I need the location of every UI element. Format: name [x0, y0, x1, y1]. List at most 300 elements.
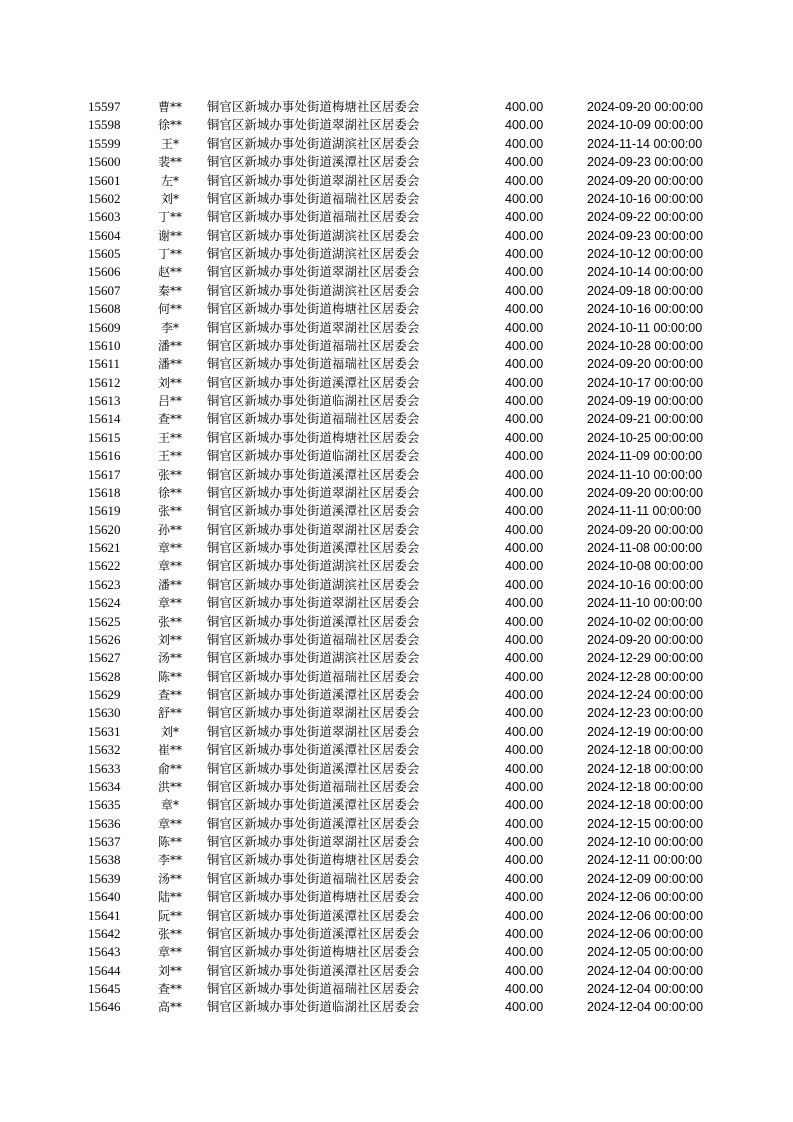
table-row [0, 502, 793, 520]
recipient-name: 王* [160, 136, 179, 151]
amount: 400.00 [505, 375, 544, 390]
table-row [0, 760, 793, 778]
amount: 400.00 [505, 247, 544, 261]
recipient-name: 章* [160, 798, 179, 813]
amount: 400.00 [505, 798, 544, 813]
community-name: 铜官区新城办事处街道福瑞社区居委会 [207, 191, 420, 206]
table-row [0, 870, 793, 888]
community-name: 铜官区新城办事处街道湖滨社区居委会 [207, 136, 420, 151]
date-time: 2024-12-29 00:00:00 [587, 651, 704, 666]
community-name: 铜官区新城办事处街道梅塘社区居委会 [207, 100, 420, 114]
community-name: 铜官区新城办事处街道溪潭社区居委会 [207, 467, 420, 482]
record-id: 15621 [88, 540, 121, 555]
date-time: 2024-09-20 00:00:00 [587, 632, 704, 647]
date-time: 2024-10-28 00:00:00 [587, 338, 704, 353]
record-id: 15635 [88, 797, 121, 813]
table-row [0, 208, 793, 226]
recipient-name: 曹** [157, 100, 182, 114]
record-id: 15636 [88, 815, 121, 831]
record-id: 15617 [88, 466, 121, 482]
community-name: 铜官区新城办事处街道福瑞社区居委会 [207, 210, 420, 225]
table-row [0, 429, 793, 447]
record-id: 15598 [88, 117, 121, 133]
recipient-name: 潘** [157, 338, 182, 353]
date-time: 2024-11-09 00:00:00 [587, 449, 703, 464]
amount: 400.00 [505, 467, 544, 482]
record-id: 15613 [88, 393, 121, 408]
amount: 400.00 [505, 577, 544, 592]
record-id: 15641 [88, 907, 121, 923]
recipient-name: 徐** [157, 485, 182, 500]
community-name: 铜官区新城办事处街道溪潭社区居委会 [207, 963, 420, 978]
record-id: 15610 [88, 337, 121, 353]
table-row [0, 594, 793, 612]
table-row [0, 962, 793, 980]
community-name: 铜官区新城办事处街道翠湖社区居委会 [207, 835, 420, 849]
community-name: 铜官区新城办事处街道临湖社区居委会 [207, 394, 420, 408]
date-time: 2024-10-16 00:00:00 [587, 191, 704, 206]
community-name: 铜官区新城办事处街道溪潭社区居委会 [207, 926, 420, 941]
community-name: 铜官区新城办事处街道溪潭社区居委会 [207, 614, 420, 629]
table-row [0, 98, 793, 116]
table-row [0, 998, 793, 1016]
record-id: 15612 [88, 374, 121, 390]
amount: 400.00 [505, 871, 544, 886]
amount: 400.00 [505, 743, 544, 758]
community-name: 铜官区新城办事处街道翠湖社区居委会 [207, 485, 420, 500]
table-row [0, 410, 793, 428]
community-name: 铜官区新城办事处街道溪潭社区居委会 [207, 541, 420, 555]
date-time: 2024-12-04 00:00:00 [587, 982, 704, 996]
table-row [0, 796, 793, 814]
amount: 400.00 [505, 761, 544, 776]
table-row [0, 833, 793, 851]
date-time: 2024-10-02 00:00:00 [587, 614, 704, 629]
date-time: 2024-12-06 00:00:00 [587, 890, 704, 905]
date-time: 2024-09-22 00:00:00 [587, 210, 704, 225]
community-name: 铜官区新城办事处街道溪潭社区居委会 [207, 504, 420, 519]
date-time: 2024-09-23 00:00:00 [587, 228, 704, 243]
record-id: 15629 [88, 687, 121, 702]
recipient-name: 查** [157, 982, 182, 996]
table-row [0, 686, 793, 704]
date-time: 2024-12-05 00:00:00 [587, 945, 704, 960]
record-id: 15627 [88, 650, 121, 666]
table-row [0, 263, 793, 281]
date-time: 2024-12-09 00:00:00 [587, 871, 704, 886]
recipient-name: 丁** [157, 210, 182, 225]
record-id: 15643 [88, 944, 121, 960]
record-id: 15597 [88, 99, 121, 114]
amount: 400.00 [505, 1000, 544, 1015]
amount: 400.00 [505, 651, 544, 666]
record-id: 15622 [88, 558, 121, 574]
recipient-name: 汤** [157, 651, 182, 666]
community-name: 铜官区新城办事处街道梅塘社区居委会 [207, 890, 420, 905]
community-name: 铜官区新城办事处街道福瑞社区居委会 [207, 982, 420, 996]
record-id: 15599 [88, 135, 121, 151]
table-row [0, 778, 793, 796]
date-time: 2024-10-11 00:00:00 [587, 320, 703, 335]
amount: 400.00 [505, 504, 544, 519]
amount: 400.00 [505, 265, 544, 280]
record-id: 15616 [88, 448, 121, 464]
record-id: 15640 [88, 889, 121, 905]
table-row [0, 172, 793, 190]
recipient-name: 章** [157, 541, 182, 555]
date-time: 2024-12-18 00:00:00 [587, 761, 704, 776]
recipient-name: 刘* [160, 724, 179, 739]
date-time: 2024-09-19 00:00:00 [587, 394, 704, 408]
record-id: 15633 [88, 760, 121, 776]
recipient-name: 潘** [157, 357, 182, 372]
record-id: 15608 [88, 301, 121, 317]
recipient-name: 丁** [157, 247, 182, 261]
table-row [0, 227, 793, 245]
recipient-name: 阮** [157, 908, 182, 923]
record-id: 15606 [88, 264, 121, 280]
table-row [0, 190, 793, 208]
amount: 400.00 [505, 191, 544, 206]
community-name: 铜官区新城办事处街道溪潭社区居委会 [207, 761, 420, 776]
record-id: 15625 [88, 613, 121, 629]
amount: 400.00 [505, 357, 544, 372]
table-row [0, 704, 793, 722]
record-id: 15611 [88, 356, 121, 372]
record-id: 15609 [88, 319, 121, 335]
recipient-name: 张** [157, 614, 182, 629]
record-id: 15645 [88, 981, 121, 996]
recipient-name: 章** [157, 596, 182, 611]
community-name: 铜官区新城办事处街道翠湖社区居委会 [207, 706, 420, 721]
amount: 400.00 [505, 210, 544, 225]
recipient-name: 李* [160, 320, 179, 335]
record-id: 15630 [88, 705, 121, 721]
date-time: 2024-12-15 00:00:00 [587, 816, 704, 831]
record-id: 15607 [88, 282, 121, 298]
community-name: 铜官区新城办事处街道翠湖社区居委会 [207, 118, 420, 133]
community-name: 铜官区新城办事处街道梅塘社区居委会 [207, 853, 420, 868]
amount: 400.00 [505, 614, 544, 629]
amount: 400.00 [505, 835, 544, 849]
date-time: 2024-11-08 00:00:00 [587, 541, 703, 555]
recipient-name: 李** [157, 853, 182, 868]
table-row [0, 907, 793, 925]
table-row [0, 649, 793, 667]
table-row [0, 723, 793, 741]
community-name: 铜官区新城办事处街道福瑞社区居委会 [207, 412, 420, 427]
table-row [0, 576, 793, 594]
date-time: 2024-10-14 00:00:00 [587, 265, 704, 280]
table-row [0, 484, 793, 502]
table-row [0, 521, 793, 539]
recipient-name: 裴** [157, 155, 182, 170]
community-name: 铜官区新城办事处街道福瑞社区居委会 [207, 632, 420, 647]
record-id: 15623 [88, 576, 121, 592]
community-name: 铜官区新城办事处街道福瑞社区居委会 [207, 669, 420, 684]
amount: 400.00 [505, 779, 544, 794]
date-time: 2024-09-20 00:00:00 [587, 485, 704, 500]
table-row [0, 466, 793, 484]
recipient-name: 查** [157, 688, 182, 702]
date-time: 2024-09-20 00:00:00 [587, 100, 704, 114]
recipient-name: 张** [157, 926, 182, 941]
record-id: 15626 [88, 631, 121, 647]
community-name: 铜官区新城办事处街道福瑞社区居委会 [207, 779, 420, 794]
recipient-name: 崔** [157, 743, 182, 758]
record-id: 15619 [88, 503, 121, 519]
table-row [0, 374, 793, 392]
amount: 400.00 [505, 449, 544, 464]
date-time: 2024-12-18 00:00:00 [587, 743, 704, 758]
community-name: 铜官区新城办事处街道翠湖社区居委会 [207, 596, 420, 611]
amount: 400.00 [505, 945, 544, 960]
table-row [0, 631, 793, 649]
community-name: 铜官区新城办事处街道翠湖社区居委会 [207, 522, 420, 537]
amount: 400.00 [505, 100, 544, 114]
record-id: 15614 [88, 411, 121, 427]
date-time: 2024-12-06 00:00:00 [587, 908, 704, 923]
amount: 400.00 [505, 155, 544, 170]
record-id: 15646 [88, 999, 121, 1015]
community-name: 铜官区新城办事处街道临湖社区居委会 [207, 1000, 420, 1015]
date-time: 2024-11-10 00:00:00 [587, 467, 703, 482]
table-row [0, 135, 793, 153]
date-time: 2024-10-12 00:00:00 [587, 247, 704, 261]
record-id: 15603 [88, 209, 121, 225]
date-time: 2024-11-14 00:00:00 [587, 136, 703, 151]
recipient-name: 俞** [157, 761, 182, 776]
amount: 400.00 [505, 320, 544, 335]
recipient-name: 洪** [157, 779, 182, 794]
table-row [0, 337, 793, 355]
date-time: 2024-09-20 00:00:00 [587, 522, 704, 537]
table-row [0, 282, 793, 300]
table-row [0, 319, 793, 337]
amount: 400.00 [505, 485, 544, 500]
date-time: 2024-10-16 00:00:00 [587, 577, 704, 592]
recipient-name: 张** [157, 467, 182, 482]
community-name: 铜官区新城办事处街道湖滨社区居委会 [207, 651, 420, 666]
record-id: 15628 [88, 668, 121, 684]
date-time: 2024-10-09 00:00:00 [587, 118, 704, 133]
recipient-name: 陆** [157, 890, 182, 905]
amount: 400.00 [505, 559, 544, 574]
table-row [0, 355, 793, 373]
community-name: 铜官区新城办事处街道福瑞社区居委会 [207, 871, 420, 886]
record-id: 15624 [88, 595, 121, 611]
amount: 400.00 [505, 724, 544, 739]
amount: 400.00 [505, 522, 544, 537]
date-time: 2024-12-06 00:00:00 [587, 926, 704, 941]
recipient-name: 章** [157, 945, 182, 960]
table-row [0, 153, 793, 171]
date-time: 2024-12-04 00:00:00 [587, 1000, 704, 1015]
amount: 400.00 [505, 982, 544, 996]
amount: 400.00 [505, 136, 544, 151]
recipient-name: 刘** [157, 375, 182, 390]
record-id: 15631 [88, 723, 121, 739]
community-name: 铜官区新城办事处街道翠湖社区居委会 [207, 265, 420, 280]
community-name: 铜官区新城办事处街道湖滨社区居委会 [207, 228, 420, 243]
recipient-name: 秦** [157, 283, 182, 298]
amount: 400.00 [505, 173, 544, 188]
community-name: 铜官区新城办事处街道溪潭社区居委会 [207, 743, 420, 758]
date-time: 2024-11-11 00:00:00 [587, 504, 702, 519]
table-row [0, 888, 793, 906]
date-time: 2024-12-11 00:00:00 [587, 853, 703, 868]
recipient-name: 刘* [160, 191, 179, 206]
amount: 400.00 [505, 706, 544, 721]
date-time: 2024-10-16 00:00:00 [587, 302, 704, 317]
date-time: 2024-12-18 00:00:00 [587, 798, 704, 813]
table-row [0, 613, 793, 631]
recipient-name: 吕** [157, 394, 182, 408]
recipient-name: 王** [157, 449, 182, 464]
table-row [0, 943, 793, 961]
table-row [0, 741, 793, 759]
recipient-name: 刘** [157, 632, 182, 647]
community-name: 铜官区新城办事处街道湖滨社区居委会 [207, 559, 420, 574]
date-time: 2024-12-10 00:00:00 [587, 835, 704, 849]
recipient-name: 查** [157, 412, 182, 427]
recipient-name: 张** [157, 504, 182, 519]
date-time: 2024-09-20 00:00:00 [587, 357, 704, 372]
table-row [0, 392, 793, 410]
record-id: 15602 [88, 190, 121, 206]
community-name: 铜官区新城办事处街道临湖社区居委会 [207, 449, 420, 464]
community-name: 铜官区新城办事处街道梅塘社区居委会 [207, 430, 420, 445]
amount: 400.00 [505, 228, 544, 243]
amount: 400.00 [505, 283, 544, 298]
date-time: 2024-12-24 00:00:00 [587, 688, 704, 702]
date-time: 2024-10-25 00:00:00 [587, 430, 704, 445]
date-time: 2024-09-20 00:00:00 [587, 173, 704, 188]
record-id: 15642 [88, 925, 121, 941]
community-name: 铜官区新城办事处街道翠湖社区居委会 [207, 173, 420, 188]
record-id: 15605 [88, 246, 121, 261]
amount: 400.00 [505, 430, 544, 445]
community-name: 铜官区新城办事处街道福瑞社区居委会 [207, 338, 420, 353]
recipient-name: 左* [160, 173, 179, 188]
date-time: 2024-11-10 00:00:00 [587, 596, 703, 611]
community-name: 铜官区新城办事处街道梅塘社区居委会 [207, 945, 420, 960]
date-time: 2024-09-18 00:00:00 [587, 283, 704, 298]
amount: 400.00 [505, 338, 544, 353]
record-id: 15604 [88, 227, 121, 243]
table-row [0, 925, 793, 943]
amount: 400.00 [505, 596, 544, 611]
recipient-name: 陈** [157, 669, 182, 684]
date-time: 2024-12-18 00:00:00 [587, 779, 704, 794]
record-id: 15639 [88, 870, 121, 886]
table-row [0, 557, 793, 575]
community-name: 铜官区新城办事处街道溪潭社区居委会 [207, 375, 420, 390]
amount: 400.00 [505, 302, 544, 317]
community-name: 铜官区新城办事处街道湖滨社区居委会 [207, 577, 420, 592]
amount: 400.00 [505, 669, 544, 684]
community-name: 铜官区新城办事处街道梅塘社区居委会 [207, 302, 420, 317]
table-row [0, 980, 793, 998]
date-time: 2024-10-08 00:00:00 [587, 559, 704, 574]
recipient-name: 何** [157, 302, 182, 317]
amount: 400.00 [505, 541, 544, 555]
date-time: 2024-12-28 00:00:00 [587, 669, 704, 684]
record-id: 15644 [88, 962, 121, 978]
record-id: 15600 [88, 154, 121, 170]
amount: 400.00 [505, 816, 544, 831]
date-time: 2024-10-17 00:00:00 [587, 375, 704, 390]
amount: 400.00 [505, 890, 544, 905]
table-row [0, 851, 793, 869]
community-name: 铜官区新城办事处街道湖滨社区居委会 [207, 247, 420, 261]
date-time: 2024-12-23 00:00:00 [587, 706, 704, 721]
recipient-name: 刘** [157, 963, 182, 978]
recipient-name: 章** [157, 816, 182, 831]
community-name: 铜官区新城办事处街道翠湖社区居委会 [207, 320, 420, 335]
recipient-name: 赵** [157, 265, 182, 280]
recipient-name: 潘** [157, 577, 182, 592]
amount: 400.00 [505, 926, 544, 941]
amount: 400.00 [505, 394, 544, 408]
community-name: 铜官区新城办事处街道溪潭社区居委会 [207, 155, 420, 170]
record-id: 15601 [88, 172, 121, 188]
recipient-name: 谢** [157, 228, 182, 243]
community-name: 铜官区新城办事处街道溪潭社区居委会 [207, 908, 420, 923]
recipient-name: 徐** [157, 118, 182, 133]
amount: 400.00 [505, 908, 544, 923]
community-name: 铜官区新城办事处街道翠湖社区居委会 [207, 724, 420, 739]
table-row [0, 245, 793, 263]
community-name: 铜官区新城办事处街道福瑞社区居委会 [207, 357, 420, 372]
community-name: 铜官区新城办事处街道溪潭社区居委会 [207, 688, 420, 702]
records-table [0, 98, 793, 1017]
recipient-name: 陈** [157, 835, 182, 849]
recipient-name: 高** [157, 1000, 182, 1015]
table-row [0, 539, 793, 557]
record-id: 15618 [88, 484, 121, 500]
table-row [0, 300, 793, 318]
amount: 400.00 [505, 412, 544, 427]
date-time: 2024-12-04 00:00:00 [587, 963, 704, 978]
community-name: 铜官区新城办事处街道溪潭社区居委会 [207, 798, 420, 813]
table-row [0, 668, 793, 686]
record-id: 15634 [88, 778, 121, 794]
table-row [0, 815, 793, 833]
amount: 400.00 [505, 853, 544, 868]
recipient-name: 章** [157, 559, 182, 574]
amount: 400.00 [505, 963, 544, 978]
amount: 400.00 [505, 118, 544, 133]
amount: 400.00 [505, 632, 544, 647]
date-time: 2024-09-21 00:00:00 [587, 412, 704, 427]
record-id: 15620 [88, 521, 121, 537]
community-name: 铜官区新城办事处街道溪潭社区居委会 [207, 816, 420, 831]
recipient-name: 王** [157, 430, 182, 445]
recipient-name: 舒** [157, 706, 182, 721]
recipient-name: 汤** [157, 871, 182, 886]
date-time: 2024-09-23 00:00:00 [587, 155, 704, 170]
table-row [0, 116, 793, 134]
record-id: 15637 [88, 834, 121, 849]
amount: 400.00 [505, 688, 544, 702]
date-time: 2024-12-19 00:00:00 [587, 724, 704, 739]
record-id: 15632 [88, 742, 121, 758]
recipient-name: 孙** [157, 522, 182, 537]
record-id: 15615 [88, 429, 121, 445]
record-id: 15638 [88, 852, 121, 868]
table-row [0, 447, 793, 465]
